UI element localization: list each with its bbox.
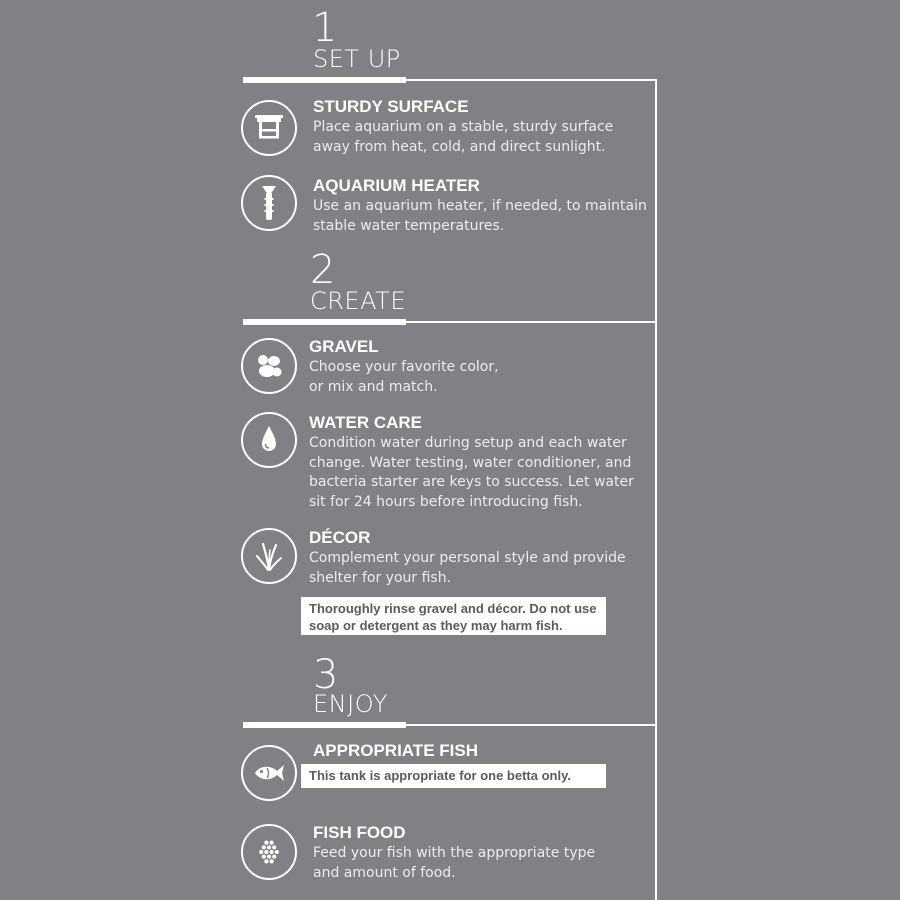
food-pellet [270, 841, 274, 845]
appropriate-fish-title: APPROPRIATE FISH [313, 741, 478, 760]
gravel-icon-badge [241, 338, 297, 394]
step-3-number: 3 [313, 652, 339, 698]
water-care-title: WATER CARE [309, 413, 423, 432]
food-pellet [275, 850, 279, 854]
aquarium-heater-icon-badge [241, 175, 297, 231]
decor-icon-badge [241, 528, 297, 584]
sturdy-surface-icon-badge [241, 100, 297, 156]
decor-description: Complement your personal style and provide shelter for your fish. [309, 550, 626, 586]
step-2-title: CREATE [310, 287, 406, 315]
food-pellet [272, 855, 276, 859]
table-icon [243, 102, 295, 154]
food-pellet [264, 859, 268, 863]
water-drop-icon [243, 414, 295, 466]
fish-icon [243, 747, 295, 799]
step-1-bar [243, 77, 406, 83]
fish-food-description: Feed your fish with the appropriate type and amount of food. [313, 845, 596, 881]
fish-food-title: FISH FOOD [313, 823, 406, 842]
food-pellet [267, 855, 271, 859]
gravel-icon [243, 340, 295, 392]
food-pellet [270, 850, 274, 854]
step-1-line [406, 79, 657, 81]
food-pellet [259, 850, 263, 854]
step-1-side-line [655, 79, 657, 325]
betta-only-note: This tank is appropriate for one betta only. [301, 764, 606, 788]
step-2-line [406, 321, 657, 323]
food-pellet [267, 845, 271, 849]
step-1-number: 1 [312, 5, 338, 51]
food-pellet [262, 855, 266, 859]
fish-food-icon [243, 826, 295, 878]
aquarium-heater-title: AQUARIUM HEATER [313, 176, 480, 195]
step-3-bar [243, 722, 406, 728]
water-care-description: Condition water during setup and each water change. Water testing, water conditioner, and bacteria starter are keys to success. Let water sit for 24 hours before introducing fish. [309, 435, 634, 510]
step-3-title: ENJOY [313, 690, 388, 718]
food-pellet [270, 859, 274, 863]
food-pellet [262, 845, 266, 849]
gravel-description: Choose your favorite color, or mix and match. [309, 359, 499, 395]
decor-title: DÉCOR [309, 528, 371, 547]
fish-food-icon-badge [241, 824, 297, 880]
plant-decor-icon [243, 530, 295, 582]
aquarium-heater-description: Use an aquarium heater, if needed, to maintain stable water temperatures. [313, 198, 647, 234]
sturdy-surface-title: STURDY SURFACE [313, 97, 469, 116]
step-2-side-line [655, 321, 657, 727]
food-pellet [264, 841, 268, 845]
rinse-warning-note: Thoroughly rinse gravel and décor. Do not use soap or detergent as they may harm fish. [301, 597, 606, 635]
sturdy-surface-description: Place aquarium on a stable, sturdy surface away from heat, cold, and direct sunlight. [313, 119, 614, 155]
water-care-icon-badge [241, 412, 297, 468]
step-3-line [406, 724, 657, 726]
heater-icon [243, 177, 295, 229]
step-1-title: SET UP [313, 45, 401, 73]
food-pellet [264, 850, 268, 854]
step-2-number: 2 [310, 247, 336, 293]
food-pellet [272, 845, 276, 849]
step-3-side-line [655, 724, 657, 900]
appropriate-fish-icon-badge [241, 745, 297, 801]
step-2-bar [243, 319, 406, 325]
gravel-title: GRAVEL [309, 337, 379, 356]
